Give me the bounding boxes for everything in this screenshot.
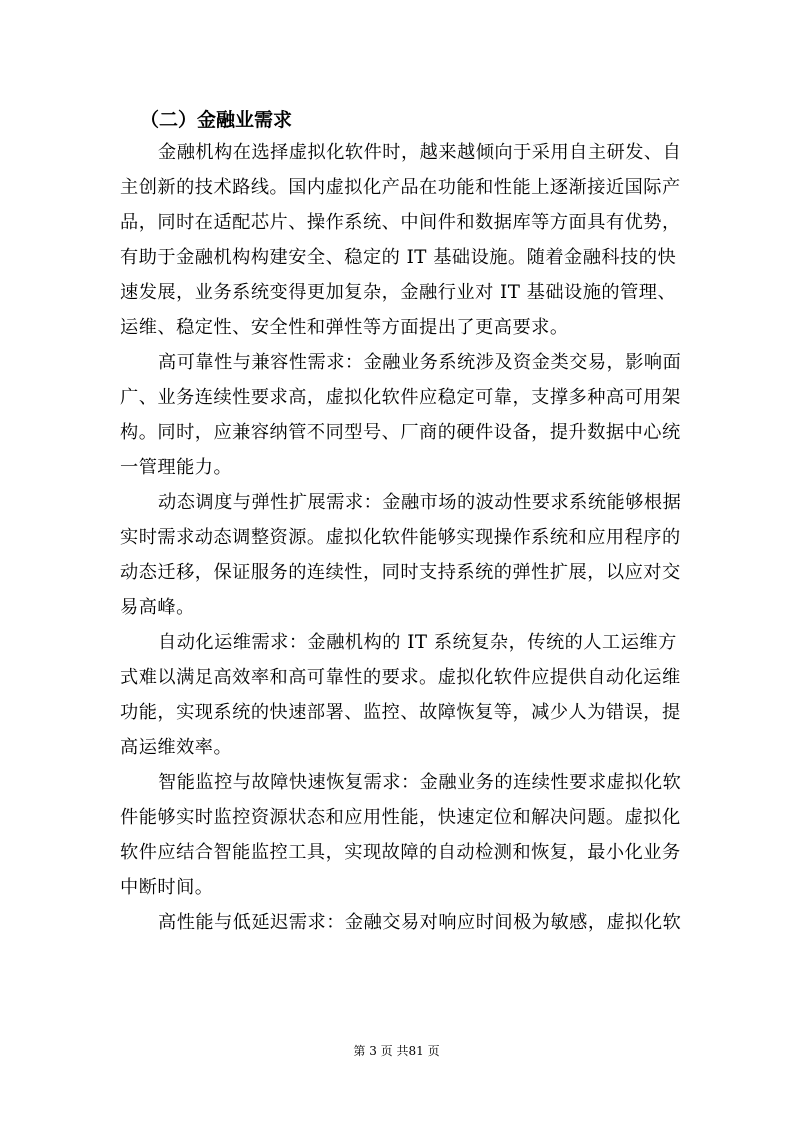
paragraph-line: 中断时间。: [120, 877, 214, 898]
paragraph: [120, 345, 682, 485]
paragraph-line: 金融机构在选择虚拟化软件时，越来越倾向于采用自主研发、自: [158, 142, 682, 163]
paragraph: [120, 765, 682, 905]
paragraph: [120, 485, 682, 625]
paragraph-line: 高运维效率。: [120, 737, 233, 758]
paragraph-line: 动态调度与弹性扩展需求：金融市场的波动性要求系统能够根据: [158, 492, 682, 513]
page-body: [120, 105, 682, 940]
paragraph-line: 高可靠性与兼容性需求：金融业务系统涉及资金类交易，影响面: [158, 352, 682, 373]
paragraph-container: [120, 135, 682, 940]
paragraph-line: 有助于金融机构构建安全、稳定的 IT 基础设施。随着金融科技的快: [120, 247, 677, 268]
paragraph-line: 式难以满足高效率和高可靠性的要求。虚拟化软件应提供自动化运维: [120, 667, 681, 688]
paragraph-line: 构。同时，应兼容纳管不同型号、厂商的硬件设备，提升数据中心统: [120, 422, 681, 443]
paragraph-line: 广、业务连续性要求高，虚拟化软件应稳定可靠，支撑多种高可用架: [120, 387, 681, 408]
paragraph-line: 运维、稳定性、安全性和弹性等方面提出了更高要求。: [120, 317, 569, 338]
paragraph-line: 速发展，业务系统变得更加复杂，金融行业对 IT 基础设施的管理、: [120, 282, 677, 303]
paragraph-line: 品，同时在适配芯片、操作系统、中间件和数据库等方面具有优势，: [120, 212, 681, 233]
paragraph-line: 动态迁移，保证服务的连续性，同时支持系统的弹性扩展，以应对交: [120, 562, 681, 583]
paragraph: [120, 625, 681, 765]
paragraph-line: 软件应结合智能监控工具，实现故障的自动检测和恢复，最小化业务: [120, 842, 681, 863]
paragraph-line: 功能，实现系统的快速部署、监控、故障恢复等，减少人为错误，提: [120, 702, 681, 723]
paragraph-line: 件能够实时监控资源状态和应用性能，快速定位和解决问题。虚拟化: [120, 807, 681, 828]
paragraph-line: 一管理能力。: [120, 457, 233, 478]
paragraph-line: 智能监控与故障快速恢复需求：金融业务的连续性要求虚拟化软: [158, 772, 682, 793]
section-heading: （二）金融业需求: [140, 109, 293, 131]
paragraph-line: 主创新的技术路线。国内虚拟化产品在功能和性能上逐渐接近国际产: [120, 177, 681, 198]
paragraph-line: 自动化运维需求：金融机构的 IT 系统复杂，传统的人工运维方: [158, 632, 677, 653]
paragraph-line: 易高峰。: [120, 597, 195, 618]
paragraph: [120, 905, 682, 940]
paragraph-line: 实时需求动态调整资源。虚拟化软件能够实现操作系统和应用程序的: [120, 527, 681, 548]
paragraph-line: 高性能与低延迟需求：金融交易对响应时间极为敏感，虚拟化软: [158, 912, 682, 933]
paragraph: [120, 135, 682, 345]
page-footer: 第 3 页 共81 页: [353, 1044, 440, 1058]
